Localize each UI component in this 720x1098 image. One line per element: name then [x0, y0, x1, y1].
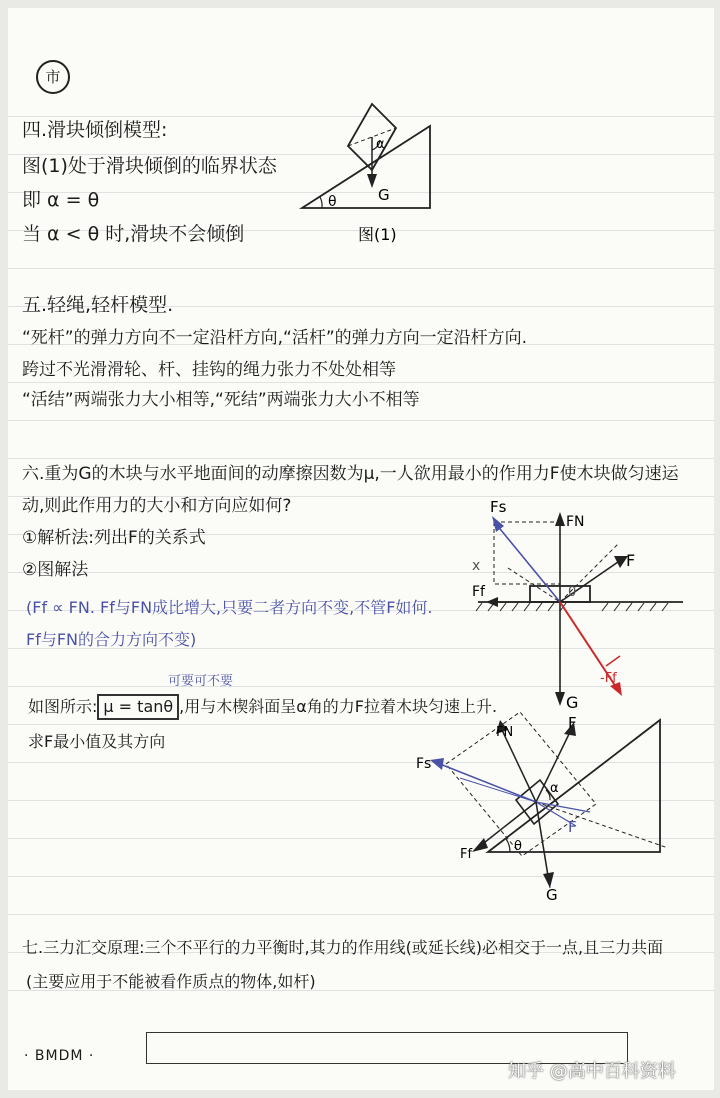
- example-prefix: 如图所示:: [28, 697, 98, 716]
- sec6-line1: 六.重为G的木块与水平地面间的动摩擦因数为μ,一人欲用最小的作用力F使木块做匀速运: [22, 464, 679, 484]
- figure-2-horizontal-block: [468, 486, 693, 726]
- fig3-f-label: F: [568, 818, 577, 836]
- figure-3-wedge-block: [400, 708, 680, 908]
- sec5-line1: “死杆”的弹力方向不一定沿杆方向,“活杆”的弹力方向一定沿杆方向.: [22, 328, 528, 348]
- sec4-title: 四.滑块倾倒模型:: [22, 119, 168, 141]
- fig1-caption: 图(1): [358, 225, 397, 244]
- fig2-ff-label: Ff: [472, 584, 485, 600]
- sec4-line2: 即 α = θ: [22, 189, 100, 211]
- fig3-fn-label: FN: [496, 725, 514, 740]
- fig2-x-label: x: [472, 558, 481, 574]
- sec6-note2: Ff与FN的合力方向不变): [26, 630, 197, 649]
- fig3-theta-label: θ: [514, 839, 522, 854]
- sec6-method1: ①解析法:列出F的关系式: [22, 528, 206, 548]
- example-formula: μ = tanθ: [97, 694, 179, 720]
- example-annotation: 可要可不要: [168, 674, 234, 689]
- header-mark: 市: [36, 60, 70, 94]
- sec7-line2: (主要应用于不能被看作质点的物体,如杆): [26, 972, 316, 991]
- sec5-line3: “活结”两端张力大小相等,“死结”两端张力大小不相等: [22, 390, 420, 410]
- fig2-red-label: -Ff: [600, 671, 617, 686]
- sec5-line2: 跨过不光滑滑轮、杆、挂钩的绳力张力不处处相等: [22, 360, 396, 380]
- fig3-f-top-label: F: [568, 714, 577, 732]
- fig1-g-label: G: [378, 186, 390, 204]
- example-line2: 求F最小值及其方向: [28, 732, 166, 751]
- sec4-line3: 当 α < θ 时,滑块不会倾倒: [22, 223, 245, 245]
- sec5-title: 五.轻绳,轻杆模型.: [22, 294, 174, 316]
- fig2-fs-label: Fs: [490, 498, 507, 516]
- sec4-line1: 图(1)处于滑块倾倒的临界状态: [22, 155, 277, 177]
- fig2-f-label: F: [626, 551, 636, 570]
- sec7-line1: 七.三力汇交原理:三个不平行的力平衡时,其力的作用线(或延长线)必相交于一点,且三力共面: [22, 938, 664, 957]
- fig3-alpha-label: α: [550, 781, 559, 796]
- footer-brand: · BMDM ·: [24, 1048, 95, 1064]
- sec6-note1: (Ff ∝ FN. Ff与FN成比增大,只要二者方向不变,不管F如何.: [26, 598, 433, 617]
- example-suffix: ,用与木楔斜面呈α角的力F拉着木块匀速上升.: [179, 697, 498, 716]
- fig2-g-label: G: [566, 693, 579, 712]
- fig1-alpha-label: α: [376, 137, 385, 152]
- fig3-fs-label: Fs: [416, 756, 432, 772]
- fig3-ff-label: Ff: [460, 847, 473, 862]
- fig1-theta-label: θ: [328, 194, 337, 210]
- figure-1-incline-block: [296, 96, 446, 246]
- watermark: 知乎 @高中百科资料: [508, 1061, 676, 1082]
- notebook-page: [8, 8, 714, 1090]
- fig3-g-label: G: [546, 886, 558, 904]
- fig2-fn-label: FN: [566, 514, 585, 530]
- sec6-line2: 动,则此作用力的大小和方向应如何?: [22, 496, 292, 516]
- sec6-method2: ②图解法: [22, 560, 89, 580]
- fig2-o-label: 0: [568, 585, 577, 600]
